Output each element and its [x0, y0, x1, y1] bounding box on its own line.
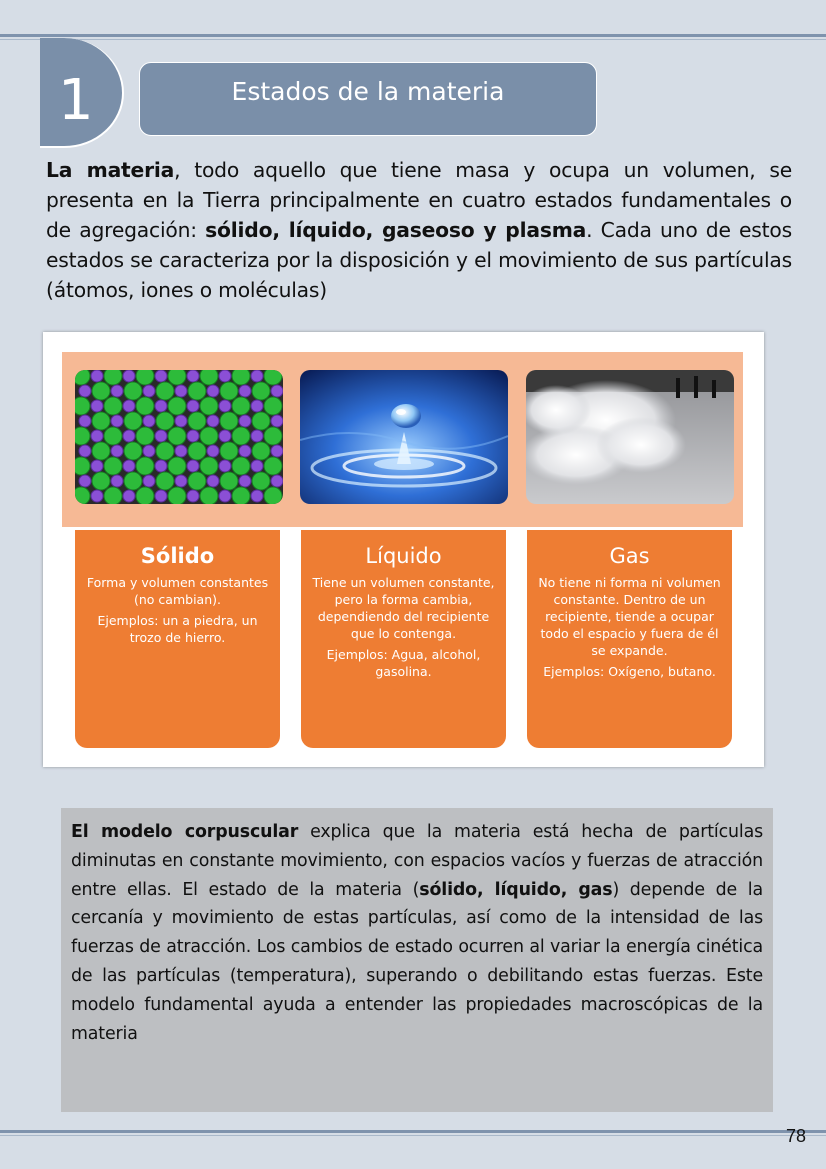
model-text-1: explica que la materia está hecha de partículas diminutas en constante movimiento, con espacios vacíos y fuerzas de atracción entre ellas. El estado de la materia (	[71, 822, 763, 900]
intro-lead: La materia	[46, 158, 175, 182]
model-lead: El modelo corpuscular	[71, 822, 299, 842]
top-rule-thin	[0, 39, 826, 40]
card-title: Líquido	[365, 544, 442, 568]
card-description: Forma y volumen constantes (no cambian).	[86, 575, 269, 607]
card-examples: Ejemplos: Agua, alcohol, gasolina.	[326, 647, 481, 679]
card-examples: Ejemplos: Oxígeno, butano.	[543, 664, 716, 679]
gas-steam-image	[526, 370, 734, 504]
card-description: Tiene un volumen constante, pero la forma cambia, dependiendo del recipiente que lo contenga.	[312, 575, 495, 641]
card-gas	[527, 530, 732, 748]
corpuscular-model-box	[61, 808, 773, 1112]
intro-text-2: . Cada uno de estos estados se caracteriza por la disposición y el movimiento de sus partículas (átomos, iones o moléculas)	[46, 218, 793, 302]
states-figure	[43, 332, 764, 767]
card-description: No tiene ni forma ni volumen constante. Dentro de un recipiente, tiende a ocupar todo el espacio y fuera de él se expande.	[538, 575, 721, 658]
title-box	[139, 62, 597, 136]
intro-paragraph	[46, 155, 792, 305]
page-title: Estados de la materia	[231, 77, 505, 106]
model-states: sólido, líquido, gas	[419, 879, 613, 900]
chapter-number-tab	[40, 38, 124, 148]
bottom-rule-thin	[0, 1135, 826, 1136]
chapter-number: 1	[58, 68, 94, 133]
card-title: Sólido	[140, 544, 215, 568]
top-rule	[0, 34, 826, 37]
intro-text-1: , todo aquello que tiene masa y ocupa un volumen, se presenta en la Tierra principalmente en cuatro estados fundamentales o de agregación:	[46, 158, 792, 242]
card-title: Gas	[609, 544, 650, 568]
card-examples: Ejemplos: un a piedra, un trozo de hierro.	[97, 613, 258, 645]
model-text-2: ) depende de la cercanía y movimiento de estas partículas, así como de la intensidad de las fuerzas de atracción. Los cambios de estado ocurren al variar la energía cinética de las partículas (temperatura), superando o debilitando estas fuerzas. Este modelo fundamental ayuda a entender las propiedades macroscópicas de la materia	[71, 879, 763, 1044]
bottom-rule	[0, 1130, 826, 1133]
intro-states: sólido, líquido, gaseoso y plasma	[205, 218, 587, 242]
liquid-water-drop-image	[300, 370, 508, 504]
solid-lattice-image	[75, 370, 283, 504]
card-liquid	[301, 530, 506, 748]
page-number: 78	[785, 1126, 806, 1146]
card-solid	[75, 530, 280, 748]
model-paragraph	[71, 818, 763, 1048]
